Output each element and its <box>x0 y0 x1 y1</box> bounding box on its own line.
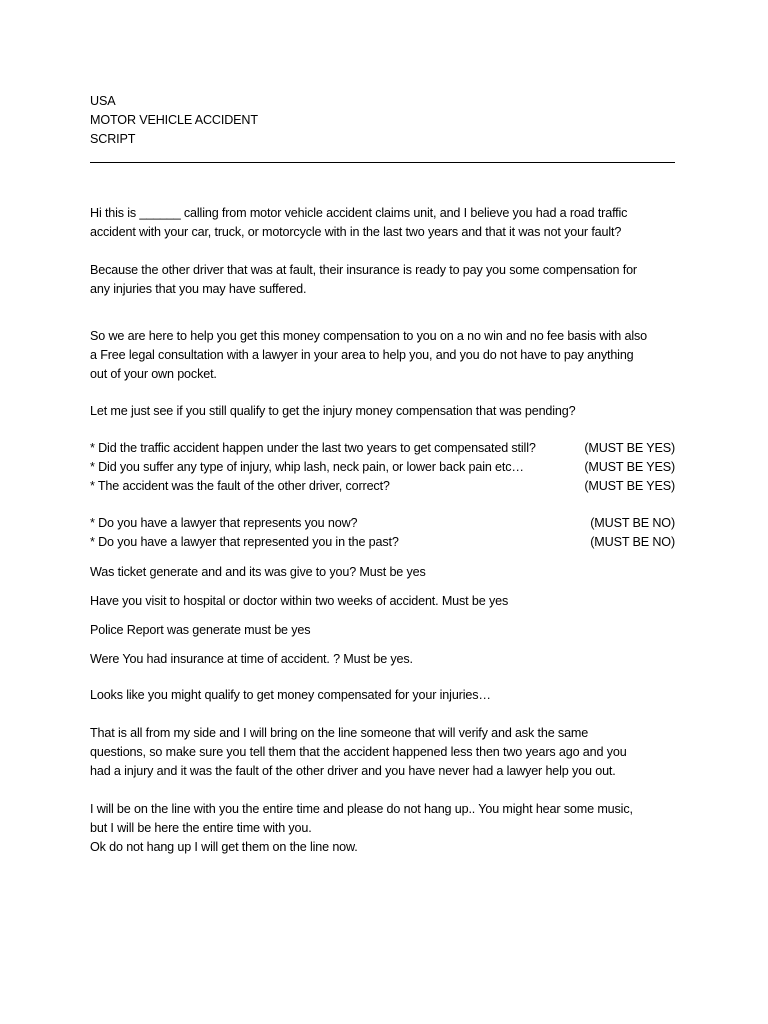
intro-paragraph-1-line-1: Hi this is ______ calling from motor vehicle accident claims unit, and I believe you had a road traffic <box>90 206 628 220</box>
intro-paragraph-3-line-2: a Free legal consultation with a lawyer in your area to help you, and you do not have to pay anything <box>90 348 634 362</box>
qualify-question: Let me just see if you still qualify to get the injury money compensation that was pending? <box>90 404 576 418</box>
closing-paragraph-1-line-2: questions, so make sure you tell them that the accident happened less then two years ago and you <box>90 745 627 759</box>
closing-paragraph-2-line-2: but I will be here the entire time with you. <box>90 821 312 835</box>
intro-paragraph-1-line-2: accident with your car, truck, or motorcycle with in the last two years and that it was not your fault? <box>90 225 622 239</box>
checklist-question: * Did you suffer any type of injury, whip lash, neck pain, or lower back pain etc… <box>90 460 524 474</box>
extra-question: Was ticket generate and and its was give to you? Must be yes <box>90 565 426 579</box>
qualify-statement: Looks like you might qualify to get money compensated for your injuries… <box>90 688 491 702</box>
checklist-question: * Do you have a lawyer that represents you now? <box>90 516 358 530</box>
extra-question: Have you visit to hospital or doctor within two weeks of accident. Must be yes <box>90 594 509 608</box>
intro-paragraph-2-line-2: any injuries that you may have suffered. <box>90 282 307 296</box>
intro-paragraph-3-line-3: out of your own pocket. <box>90 367 217 381</box>
closing-paragraph-2-line-1: I will be on the line with you the entire time and please do not hang up.. You might hear some music, <box>90 802 633 816</box>
extra-question: Police Report was generate must be yes <box>90 623 311 637</box>
checklist-question: * The accident was the fault of the other driver, correct? <box>90 479 390 493</box>
closing-paragraph-2-line-3: Ok do not hang up I will get them on the line now. <box>90 840 358 854</box>
document-subtitle: SCRIPT <box>90 132 136 146</box>
checklist-requirement: (MUST BE YES) <box>584 460 675 474</box>
checklist-question: * Do you have a lawyer that represented you in the past? <box>90 535 399 549</box>
checklist-requirement: (MUST BE YES) <box>584 479 675 493</box>
checklist-question: * Did the traffic accident happen under the last two years to get compensated still? <box>90 441 536 455</box>
checklist-requirement: (MUST BE NO) <box>590 516 675 530</box>
checklist-requirement: (MUST BE YES) <box>584 441 675 455</box>
header-divider <box>90 162 675 163</box>
document-title: MOTOR VEHICLE ACCIDENT <box>90 113 258 127</box>
intro-paragraph-3-line-1: So we are here to help you get this money compensation to you on a no win and no fee basis with also <box>90 329 647 343</box>
checklist-requirement: (MUST BE NO) <box>590 535 675 549</box>
closing-paragraph-1-line-3: had a injury and it was the fault of the other driver and you have never had a lawyer help you out. <box>90 764 616 778</box>
extra-question: Were You had insurance at time of accident. ? Must be yes. <box>90 652 413 666</box>
intro-paragraph-2-line-1: Because the other driver that was at fault, their insurance is ready to pay you some compensation for <box>90 263 637 277</box>
header-country: USA <box>90 94 116 108</box>
closing-paragraph-1-line-1: That is all from my side and I will bring on the line someone that will verify and ask the same <box>90 726 589 740</box>
